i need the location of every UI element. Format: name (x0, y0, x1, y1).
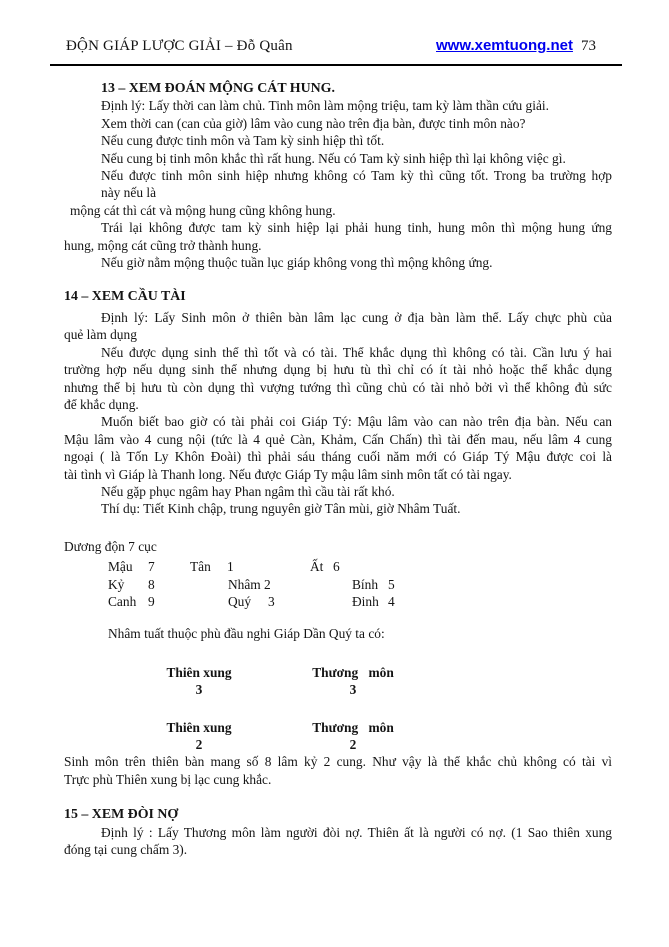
cuc-cell-name: Canh (108, 593, 137, 609)
cuc-cell-name: Bính (352, 576, 379, 592)
text-line: Nếu gặp phục ngâm hay Phan ngâm thì cầu tài rất khó. (101, 483, 395, 499)
cuc-cell-value: 4 (388, 593, 395, 609)
cuc-cell-value: 3 (268, 593, 275, 609)
text-line: Định lý: Lấy thời can làm chủ. Tinh môn làm mộng triệu, tam kỳ làm thần cứu giải. (101, 98, 549, 114)
cuc-cell-name: Nhâm (228, 576, 261, 592)
page-content (64, 76, 612, 858)
cuc-cell-value: 8 (148, 576, 155, 592)
text-line: tài tình vì Giáp là Thanh long. Nếu được Giáp Ty mậu lâm sinh môn tất có tài ngay. (64, 466, 512, 482)
cuc-table-label: Dương độn 7 cục (64, 538, 157, 554)
cuc-cell-name: Ất (310, 559, 324, 575)
cuc-cell-value: 6 (333, 559, 340, 575)
cuc-table-row (64, 576, 612, 593)
section-15-heading: 15 – XEM ĐÒI NỢ (64, 807, 179, 823)
cuc-cell-value: 9 (148, 593, 155, 609)
cuc-table-row (64, 558, 612, 575)
cuc-cell-value: 2 (264, 576, 271, 592)
header-right (436, 37, 596, 55)
text-line: trường hợp nếu dụng sinh thể nhưng dụng bị hưu tù thì chỉ có ít tài nhỏ hoặc thể khắc dụng (64, 362, 612, 378)
cuc-table-row (64, 593, 612, 610)
text-line: hung, mộng cát cũng trở thành hung. (64, 237, 262, 253)
cuc-cell-name: Mậu (108, 559, 133, 575)
phu-dau-label: Thiên xung (166, 664, 232, 680)
phu-dau-values-row (64, 736, 612, 753)
text-line: Thí dụ: Tiết Kinh chập, trung nguyên giờ Tân mùi, giờ Nhâm Tuất. (101, 501, 461, 517)
text-line: Trái lại không được tam kỳ sinh hiệp lại phải hung tinh, hung môn thì mộng hung ứng (101, 220, 612, 236)
phu-dau-value: 2 (349, 736, 357, 752)
phu-dau-label: Thiên xung (166, 719, 232, 735)
text-line: để khắc dụng. (64, 396, 139, 412)
cuc-cell-value: 7 (148, 559, 155, 575)
phu-dau-label: Thương môn (312, 664, 394, 680)
text-line: ngoại ( là Tốn Ly Khôn Đoài) thì phải sáu tháng cuối năm mới có Giáp Tý Mậu được coi là (64, 449, 612, 465)
phu-dau-value: 3 (195, 682, 203, 698)
header-rule (50, 64, 622, 66)
cuc-cell-name: Tân (190, 559, 211, 575)
text-line: mộng cát thì cát và mộng hung cũng không hung. (70, 202, 336, 218)
page-number: 73 (580, 38, 596, 54)
text-line: Sinh môn trên thiên bàn mang số 8 lâm kỷ 2 cung. Như vậy là thể khắc chủ không có tài vì (64, 754, 612, 770)
phu-dau-value: 2 (195, 736, 203, 752)
text-line: nhưng thể bị hưu tù còn dụng thì vượng tướng thì cũng chủ có tài nhỏ bởi vì thể không đủ sức (64, 379, 612, 395)
phu-dau-values-row (64, 681, 612, 698)
text-line: đóng tại cung chấm 3). (64, 841, 188, 857)
phu-dau-labels-row (64, 719, 612, 736)
text-line: này nếu là (101, 185, 157, 201)
section-13-heading: 13 – XEM ĐOÁN MỘNG CÁT HUNG. (101, 81, 335, 96)
phu-dau-value: 3 (349, 682, 357, 698)
section-14-heading: 14 – XEM CẦU TÀI (64, 289, 186, 305)
text-line: Xem thời can (can của giờ) lâm vào cung nào trên địa bàn, được tinh môn nào? (101, 115, 526, 131)
text-line: Nếu cung được tinh môn và Tam kỳ sinh hiệp thì tốt. (101, 133, 385, 149)
cuc-cell-value: 1 (227, 559, 234, 575)
text-line: Định lý: Lấy Sinh môn ở thiên bàn lâm lạc cung ở địa bàn làm thể. Lấy chực phù của (101, 309, 612, 325)
text-line: Nếu được dụng sinh thể thì tốt và có tài. Thể khắc dụng thì không có tài. Cần lưu ý hai (101, 344, 612, 360)
site-link[interactable]: www.xemtuong.net (436, 37, 573, 54)
cuc-cell-name: Đinh (352, 593, 379, 609)
text-line: Trực phù Thiên xung bị lạc cung khắc. (64, 771, 272, 787)
text-line: Định lý : Lấy Thương môn làm người đòi nợ. Thiên ất là người có nợ. (1 Sao thiên xung (101, 824, 612, 840)
text-line: Nếu giờ nằm mộng thuộc tuần lục giáp không vong thì mộng không ứng. (101, 255, 493, 271)
text-line: quẻ làm dụng (64, 327, 137, 343)
cuc-cell-name: Kỷ (108, 576, 125, 592)
cuc-cell-value: 5 (388, 576, 395, 592)
cuc-cell-name: Quý (228, 593, 252, 609)
phu-dau-label: Thương môn (312, 719, 394, 735)
text-line: Muốn biết bao giờ có tài phải coi Giáp Tý: Mậu lâm vào can nào trên địa bàn. Nếu can (101, 414, 612, 430)
text-line: Mậu lâm vào 4 cung nội (tức là 4 quẻ Càn, Khảm, Cấn Chấn) thì tài đến mau, nếu lâm 4 cung (64, 431, 612, 447)
phu-dau-labels-row (64, 664, 612, 681)
document-title: ĐỘN GIÁP LƯỢC GIẢI – Đỗ Quân (66, 38, 293, 54)
phu-dau-intro: Nhâm tuất thuộc phù đầu nghi Giáp Dần Quý ta có: (108, 626, 385, 642)
text-line: Nếu được tinh môn sinh hiệp nhưng không có Tam kỳ thì cũng tốt. Trong ba trường hợp (101, 168, 612, 184)
text-line: Nếu cung bị tinh môn khắc thì rất hung. Nếu có Tam kỳ sinh hiệp thì lại không việc gì. (101, 150, 566, 166)
